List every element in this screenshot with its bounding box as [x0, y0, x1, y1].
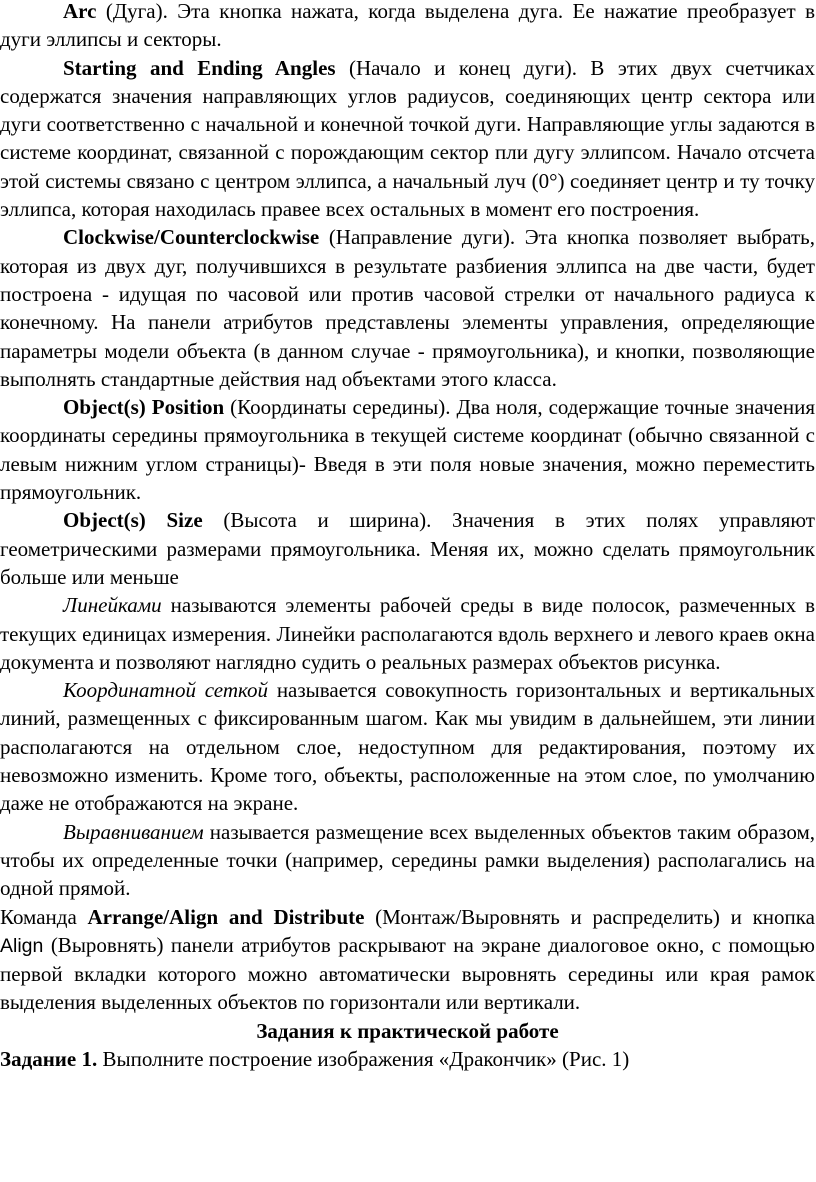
term-object-position: Object(s) Position	[63, 395, 225, 420]
term-object-size: Object(s) Size	[63, 508, 203, 533]
paragraph-text: (Монтаж/Выровнять и распределить) и кнопка	[364, 904, 815, 929]
paragraph-text: называется размещение всех выделенных объектов таким образом, чтобы их определенные точки (например, середины рамки выделения) располагались на одной прямой.	[0, 819, 815, 901]
term-clockwise: Clockwise/Counterclockwise	[63, 225, 320, 250]
term-starting-ending-angles: Starting and Ending Angles	[63, 55, 336, 80]
paragraph-text: (Координаты середины). Два ноля, содержащие точные значения координаты середины прямоугольника в текущей системе координат (обычно связанной с левым нижним углом страницы)- Введя в эти поля новые значения, можно переместить прямоугольник.	[0, 395, 815, 505]
paragraph-text: (Высота и ширина). Значения в этих полях управляют геометрическими размерами прямоугольника. Меняя их, можно сделать прямоугольник больше или меньше	[0, 508, 815, 589]
paragraph-text: (Выровнять) панели атрибутов раскрывают на экране диалоговое окно, с помощью первой вкладки которого можно автоматически выровнять середины или края рамок выделения выделенных объектов по горизонтали или вертикали.	[0, 932, 815, 1015]
paragraph-object-size	[0, 506, 815, 591]
paragraph-text: Команда	[0, 904, 88, 929]
paragraph-clockwise	[0, 223, 815, 393]
term-alignment: Выравниванием	[63, 819, 204, 844]
task-label: Задание 1.	[0, 1046, 98, 1071]
task-text: Выполните построение изображения «Дракончик» (Рис. 1)	[97, 1046, 630, 1071]
term-arc: Arc	[63, 0, 97, 23]
paragraph-text: (Начало и конец дуги). В этих двух счетчиках содержатся значения направляющих углов радиусов, соединяющих центр сектора или дуги соответственно с начальной и конечной точкой дуги. Направляющие углы задаются в системе координат, связанной с порождающим сектор пли дугу эллипсом. Начало отсчета этой системы связано с центром эллипса, а начальный луч (0°) соединяет центр и ту точку эллипса, которая находилась правее всех остальных в момент его построения.	[0, 55, 815, 222]
paragraph-text: называется совокупность горизонтальных и вертикальных линий, размещенных с фиксированным шагом. Как мы увидим в дальнейшем, эти линии располагаются на отдельном слое, недоступном для редактирования, поэтому их невозможно изменить. Кроме того, объекты, расположенные на этом слое, по умолчанию даже не отображаются на экране.	[0, 678, 815, 816]
paragraph-text: называются элементы рабочей среды в виде полосок, размеченных в текущих единицах измерения. Линейки располагаются вдоль верхнего и левого краев окна документа и позволяют наглядно судить о реальных размерах объектов рисунка.	[0, 593, 815, 674]
term-rulers: Линейками	[63, 593, 162, 618]
term-grid: Координатной сеткой	[63, 678, 269, 703]
task-paragraph	[0, 1045, 815, 1073]
paragraph-arc	[0, 0, 815, 54]
paragraph-rulers	[0, 591, 815, 676]
paragraph-starting-ending-angles	[0, 54, 815, 224]
term-align-button: Align	[0, 934, 44, 957]
section-heading: Задания к практической работе	[256, 1018, 559, 1043]
term-align-distribute: Arrange/Align and Distribute	[87, 904, 365, 929]
paragraph-object-position	[0, 393, 815, 506]
paragraph-align-command	[0, 903, 815, 1017]
paragraph-alignment	[0, 818, 815, 903]
paragraph-grid	[0, 676, 815, 817]
paragraph-text: (Дуга). Эта кнопка нажата, когда выделена дуга. Ее нажатие преобразует в дуги эллипсы и секторы.	[0, 0, 815, 52]
paragraph-text: (Направление дуги). Эта кнопка позволяет выбрать, которая из двух дуг, получившихся в результате разбиения эллипса на две части, будет построена - идущая по часовой или против часовой стрелки от начального радиуса к конечному. На панели атрибутов представлены элементы управления, определяющие параметры модели объекта (в данном случае - прямоугольника), и кнопки, позволяющие выполнять стандартные действия над объектами этого класса.	[0, 225, 815, 391]
